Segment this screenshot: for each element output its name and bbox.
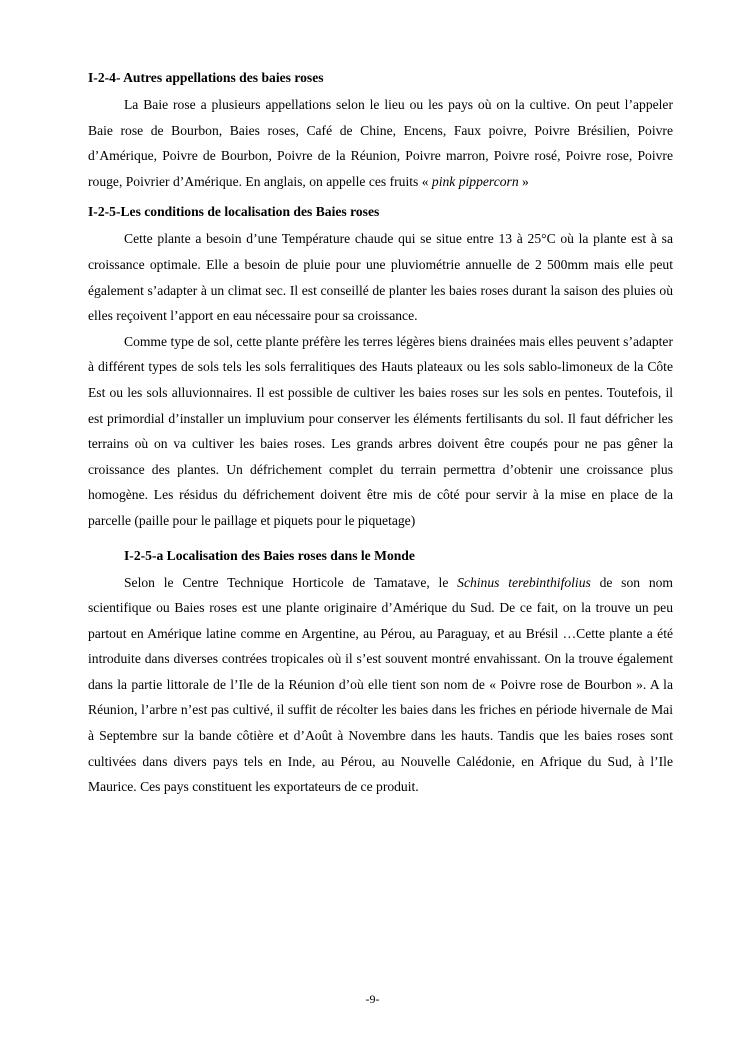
paragraph-appellations-end: » [518,173,529,189]
paragraph-localisation-rest: de son nom scientifique ou Baies roses est une plante originaire d’Amérique du Sud. De ce fait, on la trouve un peu partout en Amérique latine comme en Argentine, au Pérou, au Paraguay, et au Brésil …Cette plante a été introduite dans diverses contrées tropicales où il s’est souvent montré envahissant. On la trouve également dans la partie littorale de l’Ile de la Réunion d’où elle tient son nom de « Poivre rose de Bourbon ». A la Réunion, l’arbre n’est pas cultivé, il suffit de récolter les baies dans les friches en période hivernale de Mai à Septembre sur la bande côtière et d’Août à Novembre dans les hauts. Tandis que les baies roses sont cultivées dans divers pays tels en Inde, au Pérou, au Nouvelle Calédonie, en Afrique du Sud, à l’Ile Maurice. Ces pays constituent les exportateurs de ce produit. [88,574,674,795]
page-number: -9- [365,992,380,1006]
paragraph-appellations [88,92,673,194]
section-heading-autres-appellations: I-2-4- Autres appellations des baies roses [88,70,324,85]
subsection-heading-localisation-monde: I-2-5-a Localisation des Baies roses dans le Monde [124,547,415,563]
document-page [88,68,673,800]
italic-pink-pippercorn: pink pippercorn [431,173,519,189]
paragraph-localisation-intro: Selon le Centre Technique Horticole de Tamatave, le [124,574,458,590]
paragraph-type-de-sol: Comme type de sol, cette plante préfère les terres légères biens drainées mais elles peuvent s’adapter à différent types de sols tels les sols ferralitiques des Hauts plateaux ou les sols sablo-limoneux de la Côte Est ou les sols alluvionnaires. Il est possible de cultiver les baies roses sur les sols en pentes. Toutefois, il est primordial d’installer un impluvium pour conserver les éléments fertilisants du sol. Il faut défricher les terrains où on va cultiver les baies roses. Les grands arbres doivent être coupés pour ne pas gêner la croissance des plantes. Un défrichement complet du terrain permettra d’obtenir une croissance plus homogène. Les résidus du défrichement doivent être mis de côté pour servir à la mise en place de la parcelle (paille pour le paillage et piquets pour le piquetage) [88,333,673,528]
italic-scientific-name: Schinus terebinthifolius [457,574,591,590]
paragraph-localisation-monde [88,570,673,800]
section-heading-conditions-localisation: I-2-5-Les conditions de localisation des Baies roses [88,204,380,220]
paragraph-appellations-text: La Baie rose a plusieurs appellations selon le lieu ou les pays où on la cultive. On peut l’appeler Baie rose de Bourbon, Baies roses, Café de Chine, Encens, Faux poivre, Poivre Brésilien, Poivre d’Amérique, Poivre de Bourbon, Poivre de la Réunion, Poivre marron, Poivre rosé, Poivre rose, Poivre rouge, Poivrier d’Amérique. En anglais, on appelle ces fruits « [88,97,673,189]
paragraph-temperature: Cette plante a besoin d’une Température chaude qui se situe entre 13 à 25°C où la plante est à sa croissance optimale. Elle a besoin de pluie pour une pluviométrie annuelle de 2 500mm mais elle peut également s’adapter à un climat sec. Il est conseillé de planter les baies roses durant la saison des pluies où elles reçoivent l’apport en eau nécessaire pour sa croissance. [88,231,673,324]
